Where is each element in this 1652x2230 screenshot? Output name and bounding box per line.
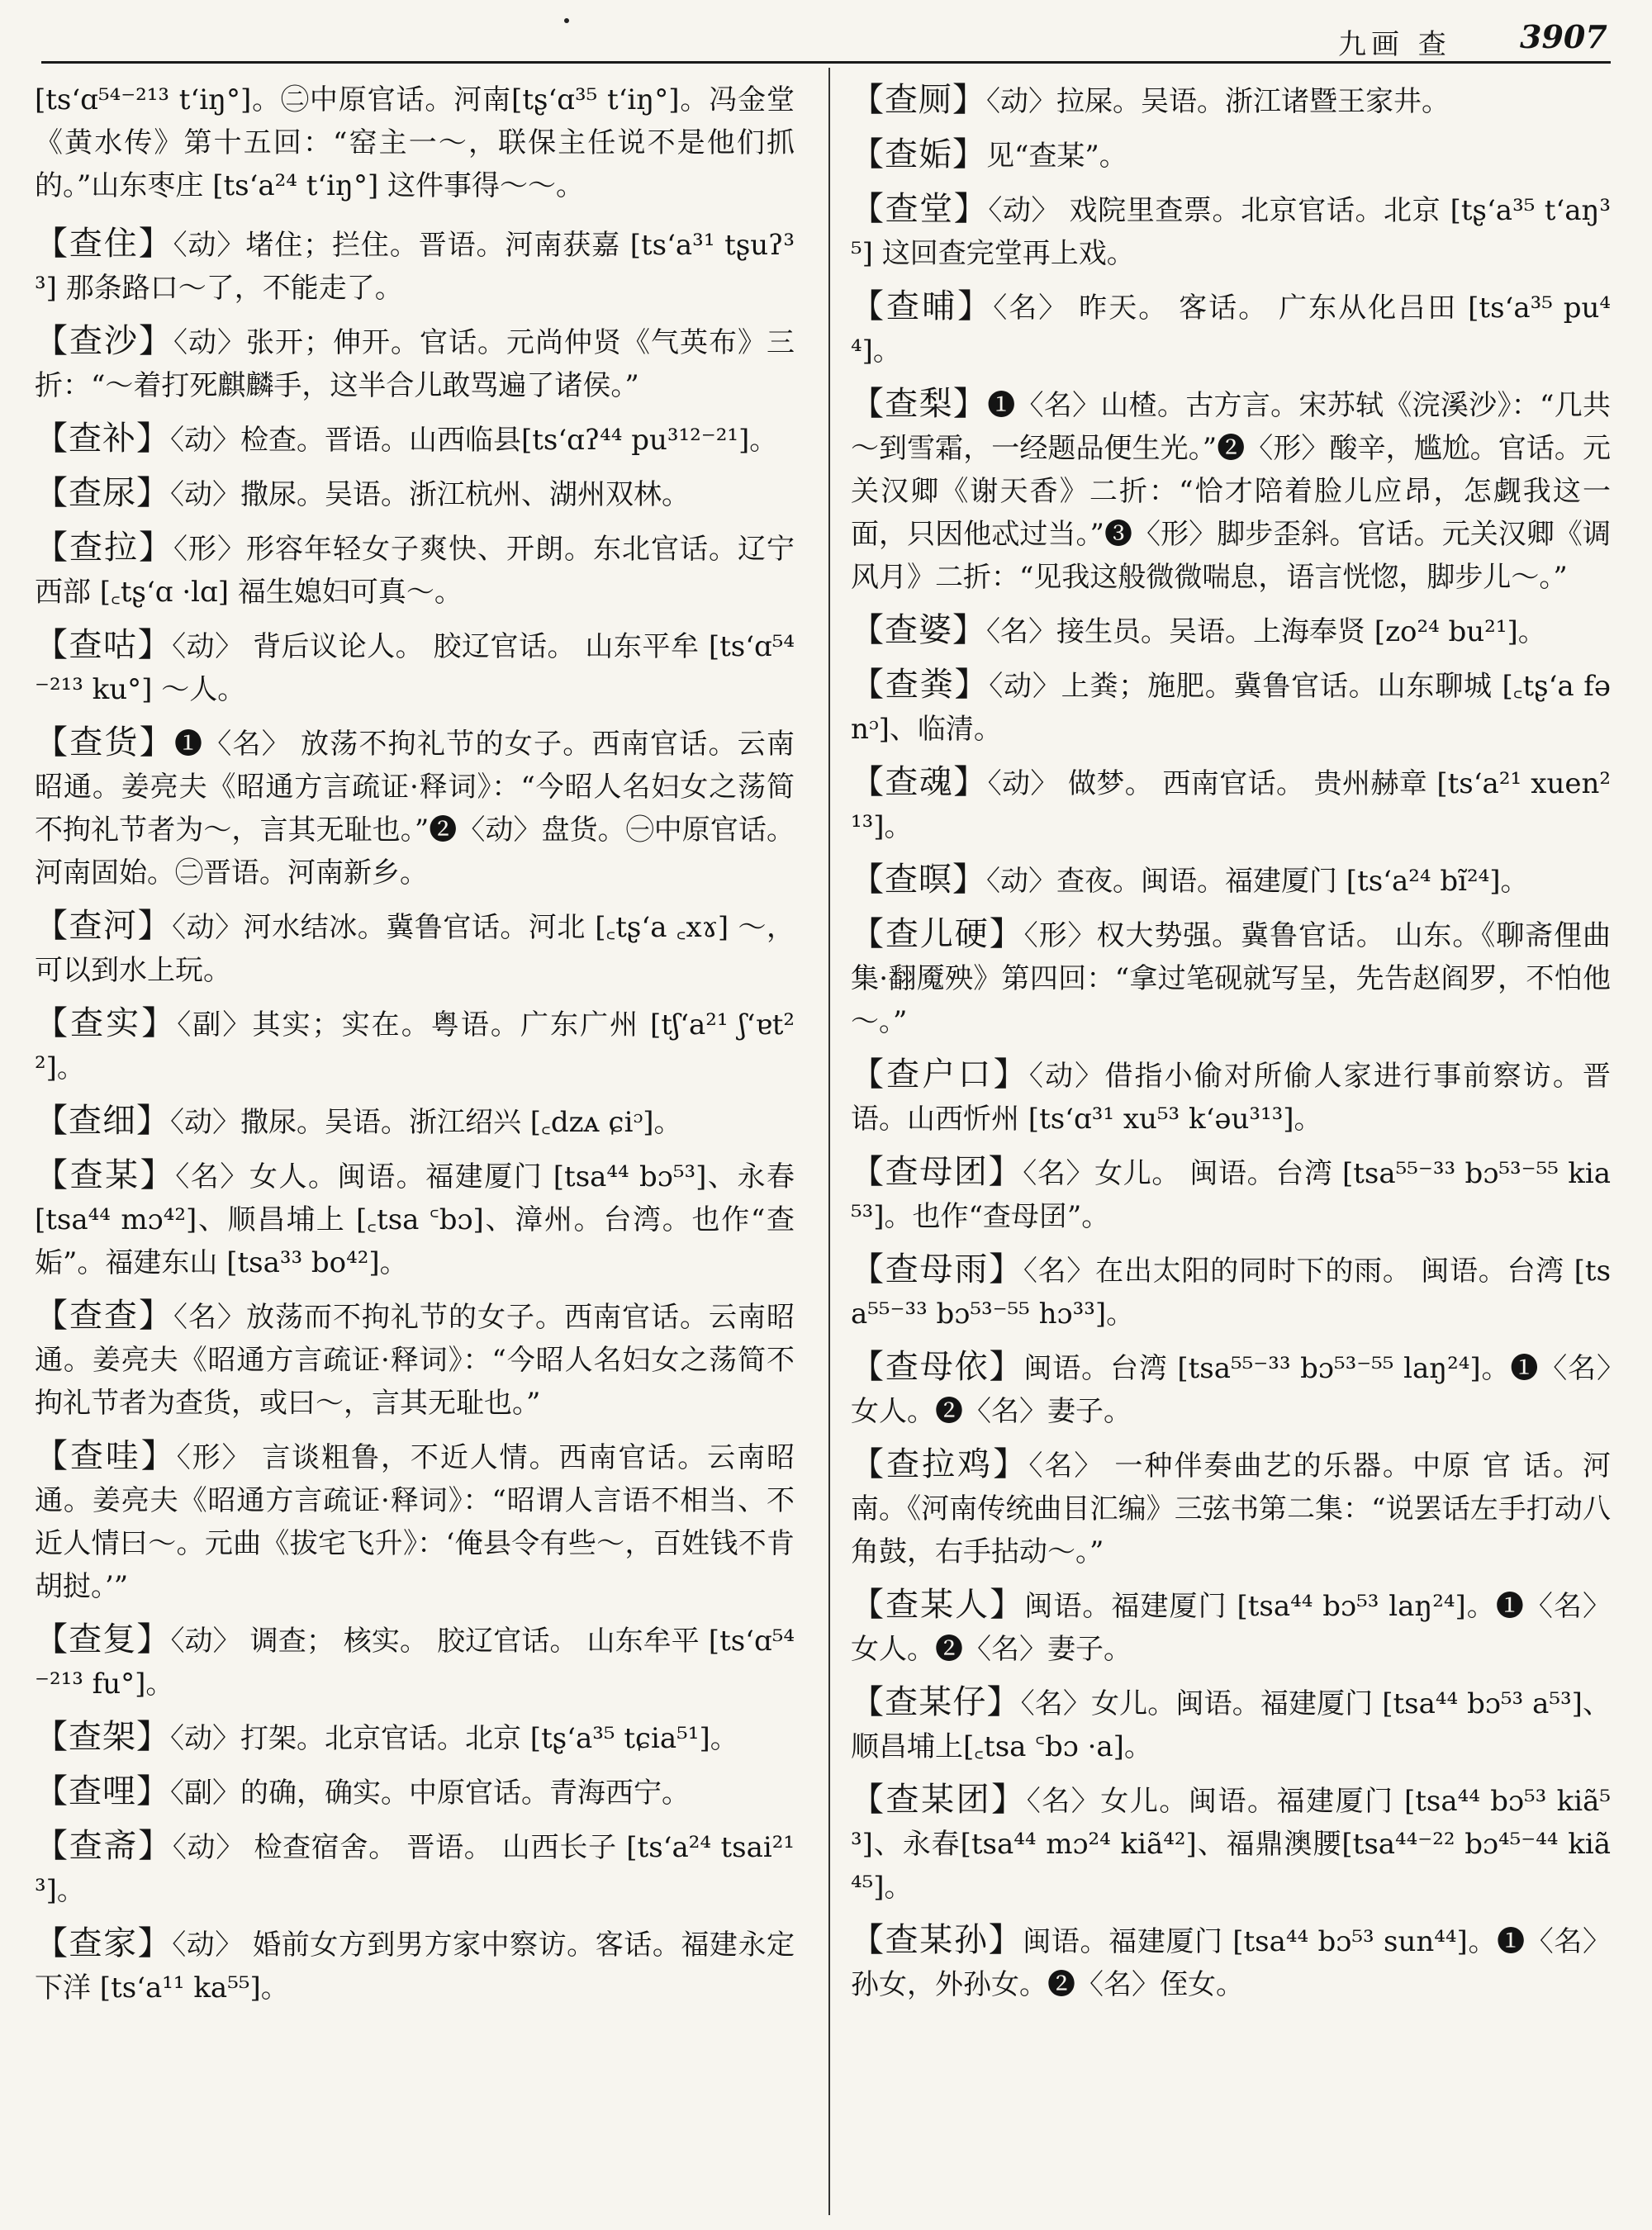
bracket-open: 【 [35,1004,71,1042]
bracket-close: 】 [139,1297,173,1335]
headword-text: 查某团 [885,1781,992,1819]
bracket-open: 【 [35,1718,69,1756]
bracket-close: 】 [986,1683,1021,1721]
headword-text: 查母雨 [885,1250,990,1288]
dictionary-entry [35,721,795,894]
entry-definition: 〈动〉河水结冰。冀鲁官话。河北 [꜀tʂʻa ꜀xɤ] ～，可以到水上玩。 [35,911,795,987]
headword-text: 查架 [69,1718,136,1756]
entry-definition: 〈形〉权大势强。冀鲁官话。 山东。《聊斋俚曲集·翻魇殃》第四回：“拿过笔砚就写呈，先告赵阎罗，不怕他～。” [851,919,1612,1038]
headword-text: 查河 [69,907,138,945]
entry-headword [851,385,987,423]
headword-text: 查斋 [69,1827,139,1865]
dictionary-entry [35,320,795,407]
headword-text: 查厕 [885,81,952,119]
bracket-close: 】 [988,1921,1023,1959]
bracket-open: 【 [35,1102,69,1140]
bracket-close: 】 [137,1924,173,1962]
entry-definition: 〈动〉 背后议论人。 胶辽官话。 山东平牟 [tsʻɑ⁵⁴⁻²¹³ ku°] ～人。 [35,630,795,706]
bracket-open: 【 [35,907,69,945]
entry-headword [851,861,986,899]
dictionary-entry [851,133,1611,178]
headword-text: 查咕 [69,626,138,664]
dictionary-entry [851,609,1611,653]
entry-definition: 〈副〉的确，确实。中原官话。青海西宁。 [170,1777,690,1810]
bracket-open: 【 [35,626,69,664]
dictionary-entry [35,1002,795,1089]
dictionary-entry [851,1443,1611,1573]
entry-headword [851,81,986,119]
entry-headword [35,474,170,512]
entry-headword [851,190,988,228]
headword-text: 查查 [69,1297,139,1335]
bracket-open: 【 [35,225,69,263]
bracket-close: 】 [136,474,170,512]
entry-headword [35,420,170,458]
entry-definition: ❶〈名〉 放荡不拘礼节的女子。西南官话。云南昭通。姜亮夫《昭通方言疏证·释词》：“今昭人名妇女之荡简不拘礼节者为～，言其无耻也。”❷〈动〉盘货。㊀中原官话。河南固始。㊁晋语。河南新乡。 [35,728,795,890]
headword-text: 查某仔 [885,1683,987,1721]
entry-headword [35,225,173,263]
bracket-close: 】 [136,420,170,458]
dictionary-entry [35,1824,795,1912]
bracket-open: 【 [851,135,885,173]
entry-headword [35,322,173,360]
entry-definition: 闽语。台湾 [tsa⁵⁵⁻³³ bɔ⁵³⁻⁵⁵ laŋ²⁴]。❶〈名〉女人。❷〈名〉妻子。 [851,1352,1612,1428]
headword-text: 查户口 [886,1056,994,1094]
entry-definition: 闽语。福建厦门 [tsa⁴⁴ bɔ⁵³ sun⁴⁴]。❶〈名〉孙女，外孙女。❷〈名〉侄女。 [851,1925,1612,2001]
headword-text: 查拉鸡 [886,1445,994,1483]
bracket-open: 【 [35,1620,69,1658]
headword-text: 查哩 [69,1772,136,1810]
entry-headword [851,1445,1028,1483]
dictionary-entry [851,1248,1611,1336]
headword-text: 查梨 [885,385,953,423]
dictionary-entry [35,526,795,614]
dictionary-entry [851,913,1611,1043]
headword-text: 查沙 [69,322,139,360]
header-rule [41,61,1611,64]
bracket-open: 【 [35,1772,69,1810]
headword-text: 查某孙 [885,1921,989,1959]
entry-definition: 〈动〉 做梦。 西南官话。 贵州赫章 [tsʻa²¹ xuen²¹³]。 [851,767,1612,843]
bracket-close: 】 [136,1718,170,1756]
entry-definition: 〈名〉 昨天。 客话。 广东从化吕田 [tsʻa³⁵ pu⁴⁴]。 [851,292,1612,368]
entry-definition: 〈名〉女儿。闽语。福建厦门 [tsa⁴⁴ bɔ⁵³ kiã⁵³]、永春[tsa⁴⁴ mɔ²⁴ kiã⁴²]、福鼎澳腰[tsa⁴⁴⁻²² bɔ⁴⁵⁻⁴⁴ kiã⁴⁵]。 [851,1785,1612,1904]
entry-headword [35,1827,173,1865]
column-separator [828,68,830,2215]
dictionary-entry [851,761,1611,848]
section-label: 九画 查 [1338,28,1451,61]
entry-headword [35,529,173,567]
entry-headword [851,135,986,173]
entry-continuation [35,78,795,207]
bracket-open: 【 [35,420,69,458]
entry-headword [35,907,172,945]
entry-definition: 〈名〉女儿。闽语。福建厦门 [tsa⁴⁴ bɔ⁵³ a⁵³]、顺昌埔上[꜀tsa ꜂bɔ ·a]。 [851,1687,1612,1763]
bracket-close: 】 [140,1156,176,1194]
dictionary-entry [851,1681,1611,1768]
entry-headword [851,1921,1023,1959]
bracket-open: 【 [35,529,69,567]
bracket-open: 【 [851,1348,885,1386]
bracket-open: 【 [851,385,885,423]
bracket-close: 】 [136,1102,170,1140]
bracket-close: 】 [139,322,173,360]
headword-text: 查家 [69,1924,138,1962]
entry-headword [851,287,993,325]
bracket-open: 【 [851,861,885,899]
entry-headword [35,1772,170,1810]
entry-headword [35,1620,170,1658]
page-header [0,0,1652,61]
bracket-open: 【 [851,1781,886,1819]
bracket-close: 】 [141,1004,178,1042]
bracket-open: 【 [851,1445,887,1483]
bracket-open: 【 [35,1297,69,1335]
dictionary-entry [851,382,1611,599]
bracket-close: 】 [138,225,173,263]
entry-headword [35,626,172,664]
entry-definition: [tsʻɑ⁵⁴⁻²¹³ tʻiŋ°]。㊁中原官话。河南[tʂʻɑ³⁵ tʻiŋ°]。冯金堂《黄水传》第十五回：“窑主一～，联保主任说不是他们抓的。”山东枣庄 [tsʻa²⁴ tʻiŋ°] 这件事得～～。 [35,83,795,202]
dictionary-entry [851,1919,1611,2006]
dictionary-entry [851,78,1611,123]
bracket-open: 【 [851,287,887,325]
bracket-open: 【 [851,1056,887,1094]
entry-headword [851,1348,1023,1386]
dictionary-entry [35,624,795,711]
entry-headword [35,1924,172,1962]
bracket-open: 【 [851,915,885,953]
bracket-close: 】 [136,1772,170,1810]
headword-text: 查暝 [885,861,952,899]
headword-text: 查晡 [886,287,958,325]
dictionary-entry [35,1715,795,1760]
bracket-close: 】 [989,915,1024,953]
print-speck [564,18,569,23]
entry-definition: 〈动〉张开；伸开。官话。元尚仲贤《气英布》三折：“～着打死麒麟手，这半合儿敢骂遍了诸侯。” [35,326,795,402]
headword-text: 查儿硬 [885,915,990,953]
entry-definition: 〈名〉 一种伴奏曲艺的乐器。中原 官 话。河南。《河南传统曲目汇编》三弦书第二集：“说罢话左手打动八角鼓，右手拈动～。” [851,1450,1612,1568]
bracket-open: 【 [851,1250,885,1288]
bracket-close: 】 [137,907,173,945]
bracket-close: 】 [953,763,988,801]
dictionary-entry [851,187,1611,275]
entry-definition: 〈动〉查夜。闽语。福建厦门 [tsʻa²⁴ bĩ²⁴]。 [986,865,1529,898]
bracket-close: 】 [952,861,986,899]
dictionary-entry [851,1345,1611,1433]
entry-headword [35,1718,170,1756]
bracket-open: 【 [851,190,885,228]
bracket-close: 】 [952,81,986,119]
entry-definition: 〈名〉女儿。 闽语。台湾 [tsa⁵⁵⁻³³ bɔ⁵³⁻⁵⁵ kia⁵³]。也作“查母囝”。 [851,1157,1612,1233]
bracket-close: 】 [989,1348,1024,1386]
entry-definition: 〈名〉女人。闽语。福建厦门 [tsa⁴⁴ bɔ⁵³]、永春 [tsa⁴⁴ mɔ⁴²]、顺昌埔上 [꜀tsa ꜂bɔ]、漳州。台湾。也作“查姤”。福建东山 [tsa³³ bo⁴²]。 [35,1160,795,1279]
entry-headword [851,611,986,649]
headword-text: 查拉 [69,529,139,567]
bracket-close: 】 [139,724,174,762]
bracket-open: 【 [35,1437,70,1475]
dictionary-entry [35,1770,795,1815]
headword-text: 查粪 [885,666,955,704]
bracket-open: 【 [851,1586,886,1624]
headword-text: 查实 [70,1004,142,1042]
dictionary-entry [35,1922,795,2009]
entry-definition: 〈动〉撒尿。吴语。浙江杭州、湖州双林。 [170,478,690,511]
dictionary-entry [851,1151,1611,1238]
headword-text: 查堂 [885,190,954,228]
entry-headword [35,1004,177,1042]
dictionary-entry [35,1294,795,1425]
dictionary-entry [35,1099,795,1144]
dictionary-entry [35,904,795,992]
headword-text: 查尿 [69,474,136,512]
entry-definition: 〈动〉检查。晋语。山西临县[tsʻɑʔ⁴⁴ pu³¹²⁻²¹]。 [170,424,778,457]
dictionary-entry [851,1778,1611,1909]
headword-text: 查母依 [885,1348,990,1386]
bracket-open: 【 [35,1156,70,1194]
page-number: 3907 [1520,18,1607,55]
entry-definition: ❶〈名〉山楂。古方言。宋苏轼《浣溪沙》：“几共～到雪霜，一经题品便生光。”❷〈形〉酸辛，尴尬。官话。元关汉卿《谢天香》二折：“恰才陪着脸儿应昂，怎觑我这一面，只因他忒过当。”❸〈形〉脚步歪斜。官话。元关汉卿《调风月》二折：“见我这般微微喘息，语言恍惚，脚步儿～。” [851,389,1612,594]
entry-definition: 〈动〉上粪；施肥。冀鲁官话。山东聊城 [꜀tʂʻa fənᵓ]、临清。 [851,670,1611,746]
entry-headword [851,1781,1027,1819]
entry-headword [851,1586,1024,1624]
entry-definition: 〈动〉 戏院里查票。北京官话。北京 [tʂʻa³⁵ tʻaŋ³⁵] 这回查完堂再上戏。 [851,194,1612,270]
entry-headword [851,1056,1029,1094]
bracket-close: 】 [989,1250,1023,1288]
entry-definition: 〈名〉放荡而不拘礼节的女子。西南官话。云南昭通。姜亮夫《昭通方言疏证·释词》：“今昭人名妇女之荡简不拘礼节者为查货，或曰～，言其无耻也。” [35,1301,795,1420]
bracket-open: 【 [851,666,885,704]
entry-definition: 见“查某”。 [986,140,1127,173]
headword-text: 查魂 [885,763,954,801]
left-column [35,78,795,2019]
entry-headword [851,666,989,704]
entry-definition: 〈动〉打架。北京官话。北京 [tʂʻa³⁵ tɕia⁵¹]。 [170,1722,738,1755]
entry-headword [851,763,988,801]
bracket-close: 】 [140,1437,177,1475]
bracket-close: 】 [988,1153,1023,1191]
bracket-open: 【 [35,1827,69,1865]
entry-definition: 〈动〉借指小偷对所偷人家进行事前察访。晋语。山西忻州 [tsʻɑ³¹ xu⁵³ kʻəu³¹³]。 [851,1060,1612,1136]
bracket-open: 【 [851,81,885,119]
dictionary-entry [851,1053,1611,1141]
entry-headword [35,1297,173,1335]
bracket-close: 】 [990,1586,1025,1624]
dictionary-entry [851,858,1611,903]
dictionary-entry [851,1583,1611,1671]
entry-definition: 〈名〉接生员。吴语。上海奉贤 [zo²⁴ bu²¹]。 [986,615,1546,648]
bracket-open: 【 [35,1924,69,1962]
headword-text: 查住 [69,225,139,263]
dictionary-entry [35,1435,795,1608]
entry-definition: 〈动〉 调查； 核实。 胶辽官话。 山东牟平 [tsʻɑ⁵⁴⁻²¹³ fu°]。 [35,1625,795,1701]
dictionary-entry [851,285,1611,372]
entry-definition: 〈动〉拉屎。吴语。浙江诸暨王家井。 [986,85,1450,118]
bracket-close: 】 [952,385,988,423]
headword-text: 查某 [69,1156,140,1194]
headword-text: 查某人 [885,1586,990,1624]
entry-definition: 〈动〉堵住；拦住。晋语。河南获嘉 [tsʻa³¹ tʂuʔ³³] 那条路口～了，不能走了。 [35,229,795,305]
dictionary-entry [35,472,795,516]
entry-definition: 〈形〉 言谈粗鲁，不近人情。西南官话。云南昭通。姜亮夫《昭通方言疏证·释词》：“昭谓人言语不相当、不近人情曰～。元曲《拔宅飞升》：‘俺县令有些～，百姓钱不肯胡挝。’” [35,1441,795,1603]
entry-headword [851,1153,1023,1191]
bracket-open: 【 [35,724,70,762]
headword-text: 查婆 [885,611,952,649]
dictionary-entry [35,417,795,462]
entry-headword [35,1437,177,1475]
bracket-close: 】 [139,529,173,567]
bracket-close: 】 [138,1827,173,1865]
bracket-close: 】 [954,666,990,704]
entry-definition: 〈副〉其实；实在。粤语。广东广州 [tʃʻa²¹ ʃʻɐt²²]。 [35,1008,795,1084]
bracket-close: 】 [136,1620,171,1658]
bracket-open: 【 [851,1921,885,1959]
headword-text: 查货 [69,724,140,762]
bracket-close: 】 [137,626,173,664]
bracket-close: 】 [952,611,986,649]
bracket-close: 】 [993,1445,1029,1483]
entry-headword [851,1683,1021,1721]
entry-definition: 〈动〉 检查宿舍。 晋语。 山西长子 [tsʻa²⁴ tsai²¹³]。 [35,1831,795,1907]
entry-headword [35,724,174,762]
bracket-open: 【 [851,1153,885,1191]
bracket-close: 】 [993,1056,1029,1094]
bracket-open: 【 [851,611,885,649]
headword-text: 查姤 [885,135,952,173]
bracket-close: 】 [991,1781,1027,1819]
headword-text: 查补 [69,420,136,458]
dictionary-entry [851,663,1611,751]
entry-headword [35,1102,170,1140]
entry-headword [851,915,1024,953]
headword-text: 查复 [69,1620,137,1658]
dictionary-entry [35,222,795,310]
entry-definition: 〈动〉撒尿。吴语。浙江绍兴 [꜀dzᴀ ɕiᵓ]。 [170,1106,682,1139]
right-column [851,78,1611,2016]
entry-headword [35,1156,175,1194]
bracket-open: 【 [35,322,69,360]
bracket-close: 】 [953,190,989,228]
bracket-close: 】 [952,135,986,173]
entry-headword [851,1250,1023,1288]
entry-definition: 闽语。福建厦门 [tsa⁴⁴ bɔ⁵³ laŋ²⁴]。❶〈名〉女人。❷〈名〉妻子。 [851,1590,1612,1666]
headword-text: 查细 [69,1102,136,1140]
entry-definition: 〈名〉在出太阳的同时下的雨。 闽语。台湾 [tsa⁵⁵⁻³³ bɔ⁵³⁻⁵⁵ hɔ³³]。 [851,1255,1612,1331]
entry-definition: 〈形〉形容年轻女子爽快、开朗。东北官话。辽宁西部 [꜀tʂʻɑ ·lɑ] 福生媳妇可真～。 [35,533,795,609]
dictionary-entry [35,1618,795,1706]
bracket-open: 【 [851,763,885,801]
bracket-open: 【 [35,474,69,512]
bracket-open: 【 [851,1683,885,1721]
entry-definition: 〈动〉 婚前女方到男方家中察访。客话。福建永定下洋 [tsʻa¹¹ ka⁵⁵]。 [35,1929,795,2005]
headword-text: 查哇 [69,1437,141,1475]
bracket-close: 】 [957,287,994,325]
headword-text: 查母团 [885,1153,989,1191]
dictionary-entry [35,1154,795,1284]
